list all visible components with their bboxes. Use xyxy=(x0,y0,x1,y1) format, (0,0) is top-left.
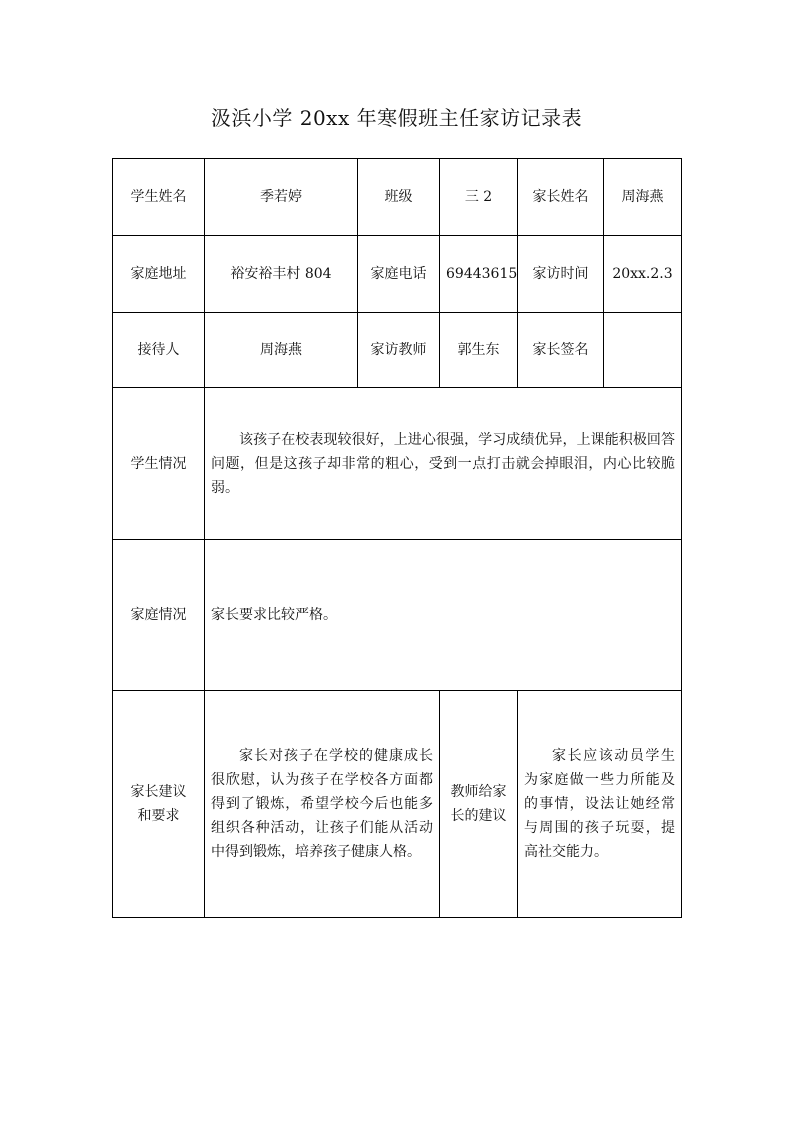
parent-name-value: 周海燕 xyxy=(604,159,682,236)
parent-suggestion-label xyxy=(113,691,205,918)
table-row xyxy=(113,540,682,691)
class-value: 三 2 xyxy=(440,159,518,236)
parent-signature-label: 家长签名 xyxy=(518,313,604,388)
teacher-value: 郭生东 xyxy=(440,313,518,388)
table-row xyxy=(113,388,682,540)
visit-time-value: 20xx.2.3 xyxy=(604,236,682,313)
parent-signature-field xyxy=(604,313,682,388)
student-name-value: 季若婷 xyxy=(205,159,358,236)
parent-suggestion-label-line1: 家长建议 xyxy=(130,784,187,800)
teacher-suggestion-label-line2: 长的建议 xyxy=(450,808,507,824)
parent-suggestion-label-stack xyxy=(131,780,187,828)
address-label: 家庭地址 xyxy=(113,236,205,313)
table-row xyxy=(113,236,682,313)
parent-suggestion-paragraph: 家长对孩子在学校的健康成长很欣慰，认为孩子在学校各方面都得到了锻炼，希望学校今后也能多组织各种活动，让孩子们能从活动中得到锻炼，培养孩子健康人格。 xyxy=(211,748,433,860)
parent-suggestion-label-line2: 和要求 xyxy=(137,808,180,824)
teacher-label: 家访教师 xyxy=(358,313,440,388)
family-situation-label: 家庭情况 xyxy=(113,540,205,691)
table-row xyxy=(113,313,682,388)
teacher-suggestion-paragraph: 家长应该动员学生为家庭做一些力所能及的事情，设法让她经常与周围的孩子玩耍，提高社交能力。 xyxy=(524,748,675,860)
student-situation-text xyxy=(205,388,682,540)
phone-value: 69443615 xyxy=(440,236,518,313)
parent-name-label: 家长姓名 xyxy=(518,159,604,236)
teacher-suggestion-label-stack xyxy=(451,780,507,828)
teacher-suggestion-label xyxy=(440,691,518,918)
student-situation-paragraph: 该孩子在校表现较很好，上进心很强，学习成绩优异，上课能积极回答问题，但是这孩子却非常的粗心，受到一点打击就会掉眼泪，内心比较脆弱。 xyxy=(211,431,675,496)
class-label: 班级 xyxy=(358,159,440,236)
address-value: 裕安裕丰村 804 xyxy=(205,236,358,313)
student-situation-label: 学生情况 xyxy=(113,388,205,540)
receiver-value: 周海燕 xyxy=(205,313,358,388)
receiver-label: 接待人 xyxy=(113,313,205,388)
teacher-suggestion-label-line1: 教师给家 xyxy=(450,784,507,800)
visit-time-label: 家访时间 xyxy=(518,236,604,313)
home-visit-record-table xyxy=(112,158,682,918)
phone-label: 家庭电话 xyxy=(358,236,440,313)
table-row xyxy=(113,691,682,918)
parent-suggestion-text xyxy=(205,691,440,918)
family-situation-text: 家长要求比较严格。 xyxy=(205,540,682,691)
table-row xyxy=(113,159,682,236)
teacher-suggestion-text xyxy=(518,691,682,918)
student-name-label: 学生姓名 xyxy=(113,159,205,236)
page-title: 汲浜小学 20xx 年寒假班主任家访记录表 xyxy=(210,106,583,130)
